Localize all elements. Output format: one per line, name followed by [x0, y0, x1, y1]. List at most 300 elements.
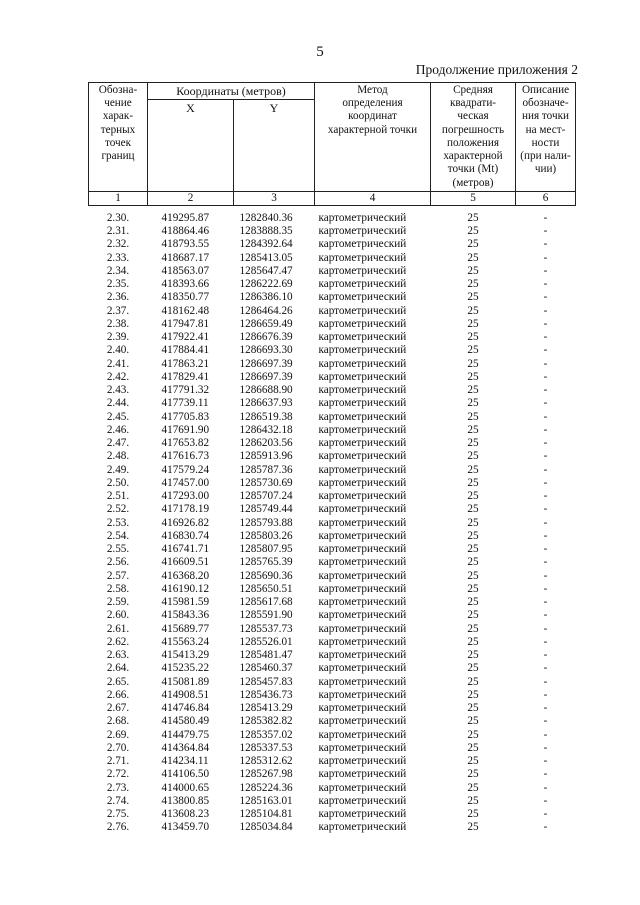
cell-y: 1285647.47 [239, 264, 293, 277]
cell-method: картометрический [318, 384, 407, 397]
table-row [89, 782, 576, 795]
cell-description: - [543, 768, 548, 781]
column-number: 2 [148, 191, 234, 205]
cell-x: 415413.29 [161, 649, 210, 662]
cell-description: - [543, 755, 548, 768]
cell-accuracy: 25 [467, 715, 479, 728]
cell-method: картометрический [318, 569, 407, 582]
table-row [89, 252, 576, 265]
cell-accuracy: 25 [467, 463, 479, 476]
cell-method: картометрический [318, 556, 407, 569]
cell-method: картометрический [318, 596, 407, 609]
header-coordinates: Координаты (метров) [148, 83, 315, 100]
cell-description: - [543, 291, 548, 304]
cell-point: 2.42. [106, 370, 130, 383]
cell-accuracy: 25 [467, 808, 479, 821]
table-row [89, 225, 576, 238]
cell-description: - [543, 317, 548, 330]
header-description: Описание обозначе- ния точки на мест- ности (при нали- чии) [516, 83, 576, 192]
cell-accuracy: 25 [467, 423, 479, 436]
cell-y: 1285807.95 [239, 543, 293, 556]
table-row [89, 212, 576, 225]
cell-method: картометрический [318, 755, 407, 768]
table-row [89, 715, 576, 728]
table-row [89, 305, 576, 318]
cell-point: 2.34. [106, 264, 130, 277]
cell-accuracy: 25 [467, 278, 479, 291]
cell-method: картометрический [318, 582, 407, 595]
header-accuracy: Средняя квадрати- ческая погрешность положения характерной точки (Mt) (метров) [431, 83, 516, 192]
cell-x: 417705.83 [161, 410, 210, 423]
table-row [89, 755, 576, 768]
cell-method: картометрический [318, 503, 407, 516]
table-row [89, 795, 576, 808]
cell-description: - [543, 728, 548, 741]
cell-y: 1285312.62 [239, 755, 293, 768]
cell-accuracy: 25 [467, 357, 479, 370]
cell-y: 1285034.84 [239, 821, 293, 834]
cell-x: 415563.24 [161, 635, 210, 648]
cell-accuracy: 25 [467, 304, 479, 317]
cell-x: 416368.20 [161, 569, 210, 582]
cell-y: 1286464.26 [239, 304, 293, 317]
cell-accuracy: 25 [467, 635, 479, 648]
cell-point: 2.30. [106, 211, 130, 224]
cell-description: - [543, 543, 548, 556]
cell-accuracy: 25 [467, 490, 479, 503]
cell-point: 2.72. [106, 768, 130, 781]
cell-accuracy: 25 [467, 384, 479, 397]
cell-method: картометрический [318, 291, 407, 304]
cell-method: картометрический [318, 635, 407, 648]
cell-x: 417922.41 [161, 331, 210, 344]
cell-method: картометрический [318, 238, 407, 251]
cell-accuracy: 25 [467, 450, 479, 463]
cell-accuracy: 25 [467, 781, 479, 794]
cell-accuracy: 25 [467, 741, 479, 754]
cell-x: 417829.41 [161, 370, 210, 383]
cell-x: 413800.85 [161, 794, 210, 807]
table-row [89, 424, 576, 437]
cell-description: - [543, 715, 548, 728]
cell-x: 415235.22 [161, 662, 210, 675]
cell-description: - [543, 781, 548, 794]
cell-point: 2.71. [106, 755, 130, 768]
cell-point: 2.43. [106, 384, 130, 397]
cell-description: - [543, 344, 548, 357]
cell-point: 2.68. [106, 715, 130, 728]
cell-description: - [543, 476, 548, 489]
cell-description: - [543, 490, 548, 503]
cell-point: 2.69. [106, 728, 130, 741]
cell-description: - [543, 794, 548, 807]
cell-point: 2.35. [106, 278, 130, 291]
cell-x: 416830.74 [161, 529, 210, 542]
cell-x: 414908.51 [161, 688, 210, 701]
table-row [89, 344, 576, 357]
cell-method: картометрический [318, 476, 407, 489]
cell-accuracy: 25 [467, 609, 479, 622]
cell-y: 1286697.39 [239, 370, 293, 383]
cell-method: картометрический [318, 251, 407, 264]
cell-x: 415843.36 [161, 609, 210, 622]
cell-x: 416926.82 [161, 516, 210, 529]
cell-method: картометрический [318, 688, 407, 701]
table-row [89, 517, 576, 530]
cell-point: 2.56. [106, 556, 130, 569]
cell-accuracy: 25 [467, 516, 479, 529]
cell-description: - [543, 384, 548, 397]
cell-point: 2.63. [106, 649, 130, 662]
cell-point: 2.36. [106, 291, 130, 304]
cell-method: картометрический [318, 463, 407, 476]
cell-method: картометрический [318, 768, 407, 781]
table-row [89, 623, 576, 636]
cell-x: 417293.00 [161, 490, 210, 503]
cell-point: 2.55. [106, 543, 130, 556]
cell-x: 417178.19 [161, 503, 210, 516]
cell-x: 417791.32 [161, 384, 210, 397]
cell-method: картометрический [318, 715, 407, 728]
cell-y: 1285357.02 [239, 728, 293, 741]
cell-method: картометрический [318, 702, 407, 715]
cell-accuracy: 25 [467, 331, 479, 344]
cell-accuracy: 25 [467, 821, 479, 834]
cell-point: 2.48. [106, 450, 130, 463]
cell-method: картометрический [318, 344, 407, 357]
cell-y: 1285457.83 [239, 675, 293, 688]
cell-y: 1285413.29 [239, 702, 293, 715]
cell-description: - [543, 662, 548, 675]
cell-method: картометрический [318, 675, 407, 688]
cell-point: 2.41. [106, 357, 130, 370]
table-row [89, 821, 576, 834]
cell-description: - [543, 503, 548, 516]
cell-x: 416741.71 [161, 543, 210, 556]
cell-point: 2.54. [106, 529, 130, 542]
cell-method: картометрический [318, 410, 407, 423]
cell-point: 2.49. [106, 463, 130, 476]
cell-x: 413459.70 [161, 821, 210, 834]
cell-accuracy: 25 [467, 728, 479, 741]
cell-description: - [543, 211, 548, 224]
cell-description: - [543, 357, 548, 370]
cell-point: 2.33. [106, 251, 130, 264]
cell-y: 1285481.47 [239, 649, 293, 662]
cell-x: 414580.49 [161, 715, 210, 728]
table-row [89, 729, 576, 742]
cell-method: картометрический [318, 490, 407, 503]
table-row [89, 464, 576, 477]
cell-accuracy: 25 [467, 410, 479, 423]
cell-y: 1285793.88 [239, 516, 293, 529]
cell-description: - [543, 463, 548, 476]
cell-accuracy: 25 [467, 675, 479, 688]
cell-accuracy: 25 [467, 317, 479, 330]
cell-x: 413608.23 [161, 808, 210, 821]
table-row [89, 596, 576, 609]
cell-method: картометрический [318, 211, 407, 224]
cell-y: 1286637.93 [239, 397, 293, 410]
cell-point: 2.38. [106, 317, 130, 330]
cell-method: картометрический [318, 264, 407, 277]
cell-description: - [543, 370, 548, 383]
cell-accuracy: 25 [467, 251, 479, 264]
cell-point: 2.31. [106, 225, 130, 238]
cell-y: 1285650.51 [239, 582, 293, 595]
table-row [89, 702, 576, 715]
header-method: Метод определения координат характерной точки [315, 83, 431, 192]
table-row [89, 411, 576, 424]
cell-x: 418793.55 [161, 238, 210, 251]
cell-point: 2.58. [106, 582, 130, 595]
table-row [89, 609, 576, 622]
cell-description: - [543, 556, 548, 569]
cell-point: 2.57. [106, 569, 130, 582]
column-number: 1 [89, 191, 148, 205]
table-row [89, 291, 576, 304]
cell-method: картометрический [318, 450, 407, 463]
cell-point: 2.60. [106, 609, 130, 622]
cell-method: картометрический [318, 543, 407, 556]
table-row [89, 238, 576, 251]
cell-x: 418350.77 [161, 291, 210, 304]
cell-method: картометрический [318, 609, 407, 622]
table-row [89, 278, 576, 291]
cell-description: - [543, 569, 548, 582]
cell-description: - [543, 264, 548, 277]
table-row [89, 662, 576, 675]
table-header [89, 83, 576, 206]
cell-point: 2.73. [106, 781, 130, 794]
table-row [89, 450, 576, 463]
cell-x: 414000.65 [161, 781, 210, 794]
cell-y: 1283888.35 [239, 225, 293, 238]
continuation-title: Продолжение приложения 2 [415, 62, 578, 77]
cell-accuracy: 25 [467, 794, 479, 807]
cell-accuracy: 25 [467, 397, 479, 410]
cell-method: картометрический [318, 225, 407, 238]
cell-x: 416609.51 [161, 556, 210, 569]
cell-y: 1285537.73 [239, 622, 293, 635]
cell-method: картометрический [318, 529, 407, 542]
cell-x: 417884.41 [161, 344, 210, 357]
column-number: 6 [516, 191, 576, 205]
cell-description: - [543, 609, 548, 622]
cell-x: 418162.48 [161, 304, 210, 317]
cell-y: 1286203.56 [239, 437, 293, 450]
table-row [89, 503, 576, 516]
cell-point: 2.50. [106, 476, 130, 489]
cell-y: 1284392.64 [239, 238, 293, 251]
cell-description: - [543, 622, 548, 635]
table-row [89, 477, 576, 490]
cell-description: - [543, 635, 548, 648]
table-row [89, 265, 576, 278]
cell-x: 414106.50 [161, 768, 210, 781]
cell-y: 1285765.39 [239, 556, 293, 569]
cell-x: 418563.07 [161, 264, 210, 277]
cell-method: картометрический [318, 331, 407, 344]
cell-description: - [543, 397, 548, 410]
cell-y: 1285690.36 [239, 569, 293, 582]
table-row [89, 689, 576, 702]
cell-point: 2.37. [106, 304, 130, 317]
table-row [89, 583, 576, 596]
table-row [89, 318, 576, 331]
cell-point: 2.70. [106, 741, 130, 754]
cell-accuracy: 25 [467, 622, 479, 635]
table-row [89, 676, 576, 689]
table-row [89, 649, 576, 662]
cell-y: 1285104.81 [239, 808, 293, 821]
cell-accuracy: 25 [467, 662, 479, 675]
cell-method: картометрический [318, 622, 407, 635]
page-number: 5 [316, 44, 324, 60]
cell-accuracy: 25 [467, 688, 479, 701]
cell-method: картометрический [318, 304, 407, 317]
cell-point: 2.74. [106, 794, 130, 807]
cell-description: - [543, 649, 548, 662]
table-row [89, 384, 576, 397]
cell-method: картометрический [318, 794, 407, 807]
cell-accuracy: 25 [467, 370, 479, 383]
cell-point: 2.45. [106, 410, 130, 423]
cell-description: - [543, 410, 548, 423]
cell-y: 1286676.39 [239, 331, 293, 344]
cell-y: 1285267.98 [239, 768, 293, 781]
cell-description: - [543, 423, 548, 436]
cell-accuracy: 25 [467, 344, 479, 357]
column-numbers-row [89, 191, 576, 205]
cell-description: - [543, 331, 548, 344]
cell-x: 415689.77 [161, 622, 210, 635]
table-row [89, 331, 576, 344]
cell-point: 2.64. [106, 662, 130, 675]
cell-description: - [543, 225, 548, 238]
cell-y: 1286659.49 [239, 317, 293, 330]
cell-description: - [543, 596, 548, 609]
cell-y: 1285730.69 [239, 476, 293, 489]
cell-accuracy: 25 [467, 768, 479, 781]
cell-point: 2.40. [106, 344, 130, 357]
cell-accuracy: 25 [467, 476, 479, 489]
cell-y: 1286688.90 [239, 384, 293, 397]
cell-point: 2.62. [106, 635, 130, 648]
header-y: Y [234, 100, 315, 192]
cell-x: 417739.11 [161, 397, 209, 410]
cell-y: 1285337.53 [239, 741, 293, 754]
cell-description: - [543, 251, 548, 264]
cell-y: 1285224.36 [239, 781, 293, 794]
coordinates-table [88, 82, 576, 835]
column-number: 5 [431, 191, 516, 205]
cell-x: 417691.90 [161, 423, 210, 436]
cell-x: 418864.46 [161, 225, 210, 238]
header-x: X [148, 100, 234, 192]
cell-y: 1285591.90 [239, 609, 293, 622]
cell-accuracy: 25 [467, 238, 479, 251]
cell-point: 2.46. [106, 423, 130, 436]
cell-method: картометрический [318, 357, 407, 370]
cell-x: 419295.87 [161, 211, 210, 224]
cell-description: - [543, 304, 548, 317]
cell-x: 417616.73 [161, 450, 210, 463]
cell-description: - [543, 821, 548, 834]
table-row [89, 742, 576, 755]
cell-description: - [543, 702, 548, 715]
cell-description: - [543, 529, 548, 542]
table-row [89, 636, 576, 649]
table-row [89, 358, 576, 371]
table-row [89, 437, 576, 450]
cell-description: - [543, 808, 548, 821]
cell-description: - [543, 450, 548, 463]
column-number: 4 [315, 191, 431, 205]
cell-y: 1285460.37 [239, 662, 293, 675]
cell-method: картометрический [318, 317, 407, 330]
cell-method: картометрический [318, 278, 407, 291]
cell-accuracy: 25 [467, 211, 479, 224]
cell-y: 1285436.73 [239, 688, 293, 701]
cell-y: 1285163.01 [239, 794, 293, 807]
cell-description: - [543, 688, 548, 701]
cell-x: 418687.17 [161, 251, 210, 264]
cell-point: 2.67. [106, 702, 130, 715]
cell-accuracy: 25 [467, 529, 479, 542]
cell-accuracy: 25 [467, 225, 479, 238]
cell-description: - [543, 238, 548, 251]
cell-accuracy: 25 [467, 649, 479, 662]
cell-description: - [543, 582, 548, 595]
cell-accuracy: 25 [467, 437, 479, 450]
cell-y: 1285749.44 [239, 503, 293, 516]
cell-y: 1286386.10 [239, 291, 293, 304]
table-row [89, 570, 576, 583]
cell-point: 2.39. [106, 331, 130, 344]
table-row [89, 556, 576, 569]
cell-x: 417947.81 [161, 317, 210, 330]
cell-x: 414234.11 [161, 755, 209, 768]
cell-y: 1285382.82 [239, 715, 293, 728]
cell-description: - [543, 675, 548, 688]
cell-y: 1285787.36 [239, 463, 293, 476]
cell-point: 2.47. [106, 437, 130, 450]
table-row [89, 768, 576, 781]
cell-method: картометрический [318, 808, 407, 821]
cell-description: - [543, 741, 548, 754]
cell-point: 2.59. [106, 596, 130, 609]
cell-method: картометрический [318, 370, 407, 383]
cell-method: картометрический [318, 423, 407, 436]
table-body [89, 205, 576, 834]
cell-method: картометрический [318, 741, 407, 754]
column-number: 3 [234, 191, 315, 205]
cell-y: 1286432.18 [239, 423, 293, 436]
cell-y: 1285707.24 [239, 490, 293, 503]
cell-point: 2.53. [106, 516, 130, 529]
cell-y: 1286697.39 [239, 357, 293, 370]
cell-method: картометрический [318, 728, 407, 741]
cell-point: 2.65. [106, 675, 130, 688]
cell-y: 1285803.26 [239, 529, 293, 542]
cell-y: 1285526.01 [239, 635, 293, 648]
cell-y: 1282840.36 [239, 211, 293, 224]
table-row [89, 371, 576, 384]
cell-accuracy: 25 [467, 702, 479, 715]
cell-y: 1286222.69 [239, 278, 293, 291]
cell-x: 417863.21 [161, 357, 210, 370]
